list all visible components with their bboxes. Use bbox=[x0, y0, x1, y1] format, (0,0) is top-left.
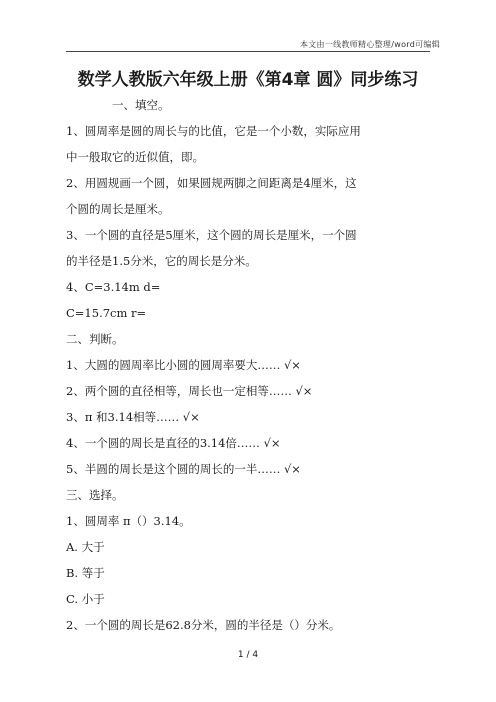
header-divider bbox=[66, 51, 430, 52]
header-note: 本文由一线教师精心整理/word可编辑 bbox=[299, 40, 440, 49]
question-line: C=15.7cm r= bbox=[66, 306, 147, 320]
question-line: 的半径是1.5分米，它的周长是分米。 bbox=[66, 254, 257, 268]
question-line: 5、半圆的周长是这个圆的周长的一半…… √× bbox=[66, 462, 301, 476]
question-line: 中一般取它的近似值，即。 bbox=[66, 150, 204, 164]
answer-option: C. 小于 bbox=[66, 592, 105, 606]
question-line: 3、一个圆的直径是5厘米，这个圆的周长是厘米，一个圆 bbox=[66, 228, 357, 242]
question-line: 1、圆周率 π（）3.14。 bbox=[66, 514, 191, 528]
document-body bbox=[66, 92, 432, 638]
question-line: 1、大圆的圆周率比小圆的圆周率要大…… √× bbox=[66, 358, 301, 372]
section-heading-fill-blank: 一、填空。 bbox=[112, 98, 170, 112]
question-line: 1、圆周率是圆的周长与的比值，它是一个小数，实际应用 bbox=[66, 124, 361, 138]
question-line: 2、一个圆的周长是62.8分米，圆的半径是（）分米。 bbox=[66, 618, 341, 632]
question-line: 4、一个圆的周长是直径的3.14倍…… √× bbox=[66, 436, 281, 450]
question-line: 2、用圆规画一个圆，如果圆规两脚之间距离是4厘米，这 bbox=[66, 176, 357, 190]
answer-option: B. 等于 bbox=[66, 566, 105, 580]
section-heading-choice: 三、选择。 bbox=[66, 488, 124, 502]
answer-option: A. 大于 bbox=[66, 540, 105, 554]
document-title: 数学人教版六年级上册《第4章 圆》同步练习 bbox=[77, 70, 419, 90]
question-line: 4、C=3.14m d= bbox=[66, 280, 161, 294]
page-number: 1 / 4 bbox=[237, 650, 259, 660]
question-line: 3、π 和3.14相等…… √× bbox=[66, 410, 200, 424]
question-line: 2、两个圆的直径相等，周长也一定相等…… √× bbox=[66, 384, 313, 398]
section-heading-true-false: 二、判断。 bbox=[66, 332, 124, 346]
question-line: 个圆的周长是厘米。 bbox=[66, 202, 170, 216]
